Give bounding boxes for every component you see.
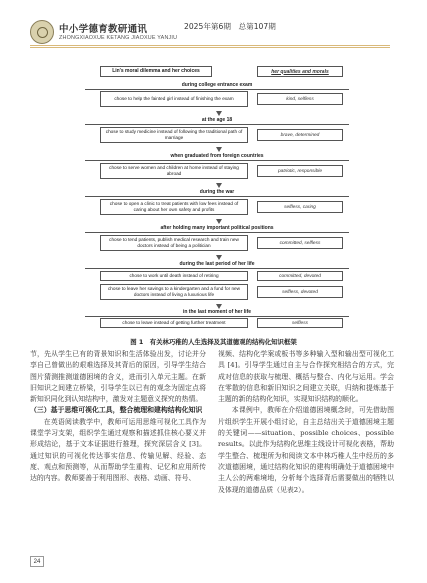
quality-box: committed, selfless [257,237,343,249]
quality-box: kind, selfless [257,93,343,105]
stage-label: during the war [199,189,235,195]
quality-box: selfless [257,318,343,328]
stage-rule [85,232,349,233]
header-rule-thin [30,47,390,48]
quality-box: brave, determined [257,129,343,141]
choice-box: chose to leave her savings to a kindergarten and a fund for new doctors instead of living a luxurious life [100,284,248,300]
down-arrow-icon [216,111,222,116]
right-header: her qualities and morals [257,66,343,77]
quality-box: selfless, devoted [257,286,343,298]
structured-knowledge-figure [85,66,349,328]
choice-box: chose to open a clinic to treat patients with low fees instead of caring about her own safety and profits [100,199,248,215]
page-number: 24 [30,556,44,567]
choice-box: chose to help the fainted girl instead of finishing the exam [100,91,248,107]
down-arrow-icon [216,255,222,260]
stage-rule [85,196,349,197]
stage-label: after holding many important political positions [160,225,274,231]
quality-box: patriotic, responsible [257,165,343,177]
journal-title-en: ZHONGXIAOXUE KETANG JIAOXUE YANJIU [59,35,178,41]
stage-label: when graduated from foreign countries [170,153,264,159]
stage-label: during college entrance exam [181,82,253,88]
left-header: Lin's moral dilemma and her choices [100,66,212,77]
stage-rule [85,268,349,269]
paragraph: 本课例中，教师在介绍道德困境概念时，可先借助图片组织学生开展小组讨论，自主总结出关于道德困境主题的关键词——situation、possible choices、possible results。以此作为结构化思维主线设计可视化表格，帮助学生整合、梳理所为和阅读文本中林巧稚人生中经历的多次道德困境，通过结构化知识的建构明确处于道德困境中主人公的两难境地，分析每个选择背后需要做出的牺牲以及体现的道德品质（见表2）。 [218,406,394,494]
right-column [218,349,394,496]
left-column [30,349,206,485]
quality-box: committed, devoted [257,271,343,281]
choice-box: chose to tend patients, publish medical research and train new doctors instead of being a politician [100,235,248,251]
stage-rule [85,316,349,317]
down-arrow-icon [216,183,222,188]
figure-caption: 图 1 有关林巧稚的人生选择及其道德观的结构化知识框架 [130,338,297,346]
journal-header [0,0,427,56]
down-arrow-icon [216,219,222,224]
issue-info: 2025年第6期 总第107期 [184,22,276,31]
stage-label: at the age 18 [201,117,233,123]
choice-box: chose to study medicine instead of following the traditional path of marriage [100,127,248,143]
choice-box: chose to serve women and children at home instead of staying abroad [100,163,248,179]
stage-label: during the last period of her life [179,261,255,267]
quality-box: selfless, caring [257,201,343,213]
journal-title-cn: 中小学德育教研通讯 [59,24,148,35]
choice-box: chose to leave instead of getting further treatment [100,318,248,328]
paragraph: 在英语阅读教学中，教师可运用思维可视化工具作为课堂学习支架，组织学生通过观察和描述抓住核心要义并形成结论，基于文本证据进行推理，探究深层含义 [3]。通过知识的可视化传达事实信息、传输见解、经验、态度、观点和预测等，从而帮助学生重构、记忆和应用所传达的内容。教师要善于利用图形、表格、动画、符号、 [30,417,206,483]
choice-box: chose to work until death instead of retiring [100,271,248,281]
header-rule [30,45,390,46]
journal-logo-icon [30,20,54,44]
stage-rule [85,160,349,161]
stage-rule [85,124,349,125]
section-heading: （三）基于思维可视化工具，整合梳理和建构结构化知识 [30,406,203,415]
paragraph: 节，先从学生已有的背景知识和生活体验出发，讨论并分享自己曾做出的艰难选择及其背后的原因，引导学生结合图片猜测推测道德困境的含义，进而引入单元主题。在新旧知识之间建立桥梁，引导学生以已有的观念为固定点将新知识同化到认知结构中，激发对主题意义探究的热情。 [30,350,206,404]
stage-rule [85,89,349,90]
paragraph: 视频、结构化学案或板书等多种输入型和输出型可视化工具 [4]。引导学生通过自主与合作探究相结合的方式，完成对信息的获取与梳理、概括与整合、内化与运用。学会在零散的信息和新旧知识之间建立关联，归纳和提炼基于主题的新的结构化知识，实现知识结构的顺化。 [218,350,394,404]
down-arrow-icon [216,147,222,152]
stage-label: in the last moment of her life [182,309,252,315]
